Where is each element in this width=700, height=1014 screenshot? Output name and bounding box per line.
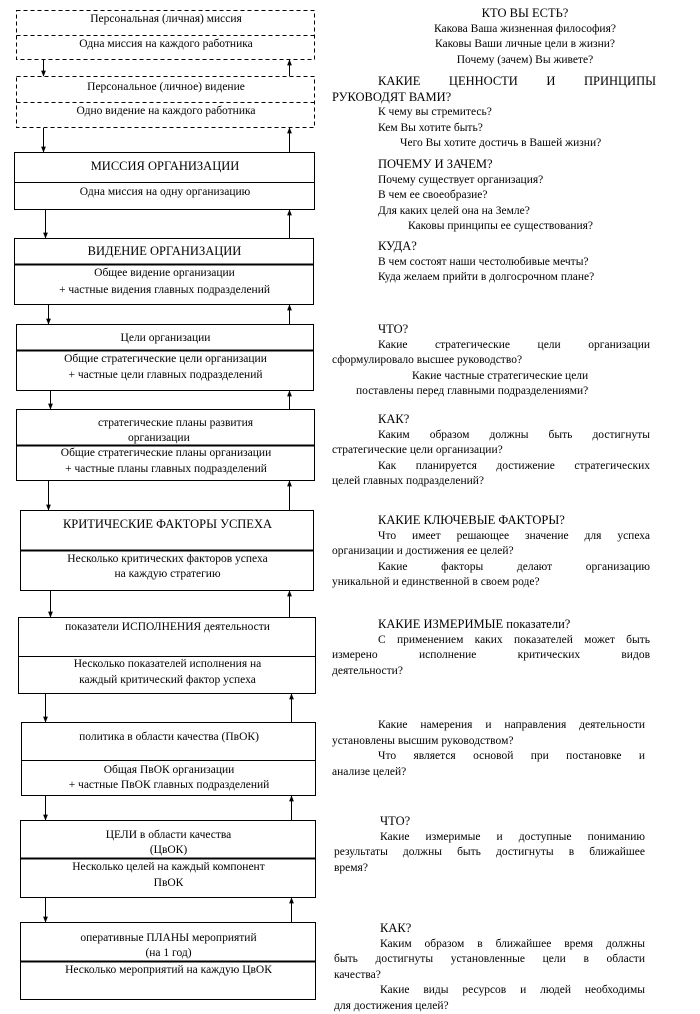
q8-head: КАКИЕ ИЗМЕРИМЫЕ показатели?: [378, 617, 571, 631]
q11-head: КАК?: [380, 921, 412, 935]
org-vision-title: ВИДЕНИЕ ОРГАНИЗАЦИИ: [87, 244, 242, 258]
q4-line: В чем состоят наши честолюбивые мечты?: [378, 255, 589, 268]
q9-line: анализе целей?: [332, 765, 407, 778]
personal-vision-title: Персональное (личное) видение: [87, 81, 245, 93]
question-block-10: [334, 814, 645, 876]
org-vision-sub1: Общее видение организации: [94, 267, 235, 279]
q5-head: ЧТО?: [378, 322, 409, 336]
q5-line: поставлены перед главными подразделениями?: [356, 385, 589, 397]
q10-line: результаты должны быть достигнуты в ближайшее: [334, 846, 645, 858]
q7-line: уникальной и единственной в своем роде?: [332, 576, 540, 588]
q10-head: ЧТО?: [380, 814, 411, 828]
q11-line: Каким образом в ближайшее время должны: [380, 937, 645, 950]
q2-head: КАКИЕ ЦЕННОСТИ И ПРИНЦИПЫ: [378, 74, 656, 88]
q4-line: Куда желаем прийти в долгосрочном плане?: [378, 271, 595, 283]
question-block-6: [332, 412, 650, 490]
question-block-7: [332, 513, 650, 591]
csf-title: КРИТИЧЕСКИЕ ФАКТОРЫ УСПЕХА: [62, 517, 273, 531]
q1-head: КТО ВЫ ЕСТЬ?: [481, 6, 569, 20]
quality-goals-title2: (ЦвОК): [149, 844, 188, 856]
personal-mission-title: Персональная (личная) миссия: [90, 13, 242, 25]
org-goals-sub1: Общие стратегические цели организации: [64, 353, 267, 365]
q1-line: Какова Ваша жизненная философия?: [434, 22, 616, 35]
op-plans-sub: Несколько мероприятий на каждую ЦвОК: [65, 964, 272, 976]
performance-sub2: каждый критический фактор успеха: [79, 674, 256, 686]
strategic-plans-title1: стратегические планы развития: [98, 417, 254, 429]
q3-line: Почему существует организация?: [378, 173, 544, 186]
question-block-3: [378, 157, 668, 235]
question-block-9: [332, 718, 645, 780]
q1-line: Каковы Ваши личные цели в жизни?: [435, 38, 615, 50]
quality-policy-title: политика в области качества (ПвОК): [79, 731, 259, 743]
q3-line: Для каких целей она на Земле?: [378, 204, 530, 217]
op-plans-title1: оперативные ПЛАНЫ мероприятий: [80, 932, 257, 944]
personal-mission-sub: Одна миссия на каждого работника: [79, 38, 253, 50]
q11-line: для достижения целей?: [334, 999, 449, 1012]
quality-goals-sub2: ПвОК: [153, 877, 184, 889]
csf-sub2: на каждую стратегию: [114, 568, 221, 580]
q5-line: сформулировало высшее руководство?: [332, 354, 523, 366]
performance-title: показатели ИСПОЛНЕНИЯ деятельности: [65, 621, 270, 633]
q10-line: Какие измеримые и доступные пониманию: [380, 830, 645, 843]
q11-line: Какие виды ресурсов и людей необходимы: [380, 984, 645, 996]
q6-line: Как планируется достижение стратегических: [378, 459, 650, 472]
org-mission-sub: Одна миссия на одну организацию: [79, 186, 251, 198]
q5-line: Какие частные стратегические цели: [412, 369, 589, 382]
org-goals-sub2: + частные цели главных подразделений: [68, 369, 263, 381]
question-block-8: [332, 617, 650, 679]
strategic-plans-title2: организации: [128, 432, 190, 444]
q1-line: Почему (зачем) Вы живете?: [456, 53, 594, 66]
strategic-plans-sub1: Общие стратегические планы организации: [60, 447, 272, 459]
q5-line: Какие стратегические цели организации: [378, 338, 650, 351]
org-mission-title: МИССИЯ ОРГАНИЗАЦИИ: [90, 159, 240, 173]
q9-line: установлены высшим руководством?: [332, 734, 514, 747]
q2-head: РУКОВОДЯТ ВАМИ?: [332, 89, 452, 104]
q9-line: Какие намерения и направления деятельности: [378, 719, 645, 731]
q7-line: Какие факторы делают организацию: [378, 560, 650, 573]
q10-line: время?: [334, 861, 368, 874]
q11-line: быть достигнуты установленные цели в области: [334, 953, 645, 965]
question-block-4: [378, 239, 668, 286]
q2-line: Чего Вы хотите достичь в Вашей жизни?: [400, 137, 602, 149]
question-block-5: [332, 322, 650, 400]
q6-line: Каким образом должны быть достигнуты: [378, 428, 650, 441]
q3-line: В чем ее своеобразие?: [378, 189, 488, 201]
q2-line: Кем Вы хотите быть?: [378, 121, 483, 134]
q11-line: качества?: [334, 968, 381, 981]
q6-line: стратегические цели организации?: [332, 444, 503, 456]
quality-goals-sub1: Несколько целей на каждый компонент: [72, 861, 265, 873]
csf-sub1: Несколько критических факторов успеха: [67, 553, 268, 565]
q6-head: КАК?: [378, 412, 410, 426]
q3-line: Каковы принципы ее существования?: [408, 220, 594, 232]
personal-vision-sub: Одно видение на каждого работника: [76, 105, 256, 117]
q4-head: КУДА?: [378, 239, 417, 253]
org-goals-title: Цели организации: [120, 332, 211, 344]
performance-sub1: Несколько показателей исполнения на: [73, 658, 262, 670]
quality-policy-sub2: + частные ПвОК главных подразделений: [68, 779, 270, 791]
q3-head: ПОЧЕМУ И ЗАЧЕМ?: [378, 157, 493, 171]
q8-line: деятельности?: [332, 664, 403, 677]
org-vision-sub2: + частные видения главных подразделений: [58, 284, 271, 296]
question-block-11: [334, 921, 645, 1014]
op-plans-title2: (на 1 год): [145, 947, 192, 959]
q6-line: целей главных подразделений?: [332, 475, 485, 487]
question-block-1: [380, 6, 670, 68]
q7-line: организации и достижения ее целей?: [332, 545, 514, 557]
q9-line: Что является основой при постановке и: [378, 750, 645, 762]
strategic-plans-sub2: + частные планы главных подразделений: [65, 463, 267, 475]
question-block-2: [332, 74, 656, 152]
q2-line: К чему вы стремитесь?: [378, 106, 492, 118]
q7-line: Что имеет решающее значение для успеха: [378, 529, 650, 542]
q8-line: С применением каких показателей может быть: [378, 633, 650, 646]
quality-goals-title1: ЦЕЛИ в области качества: [105, 829, 232, 841]
quality-policy-sub1: Общая ПвОК организации: [103, 764, 235, 776]
q7-head: КАКИЕ КЛЮЧЕВЫЕ ФАКТОРЫ?: [378, 513, 565, 527]
q8-line: измерено исполнение критических видов: [332, 649, 650, 661]
